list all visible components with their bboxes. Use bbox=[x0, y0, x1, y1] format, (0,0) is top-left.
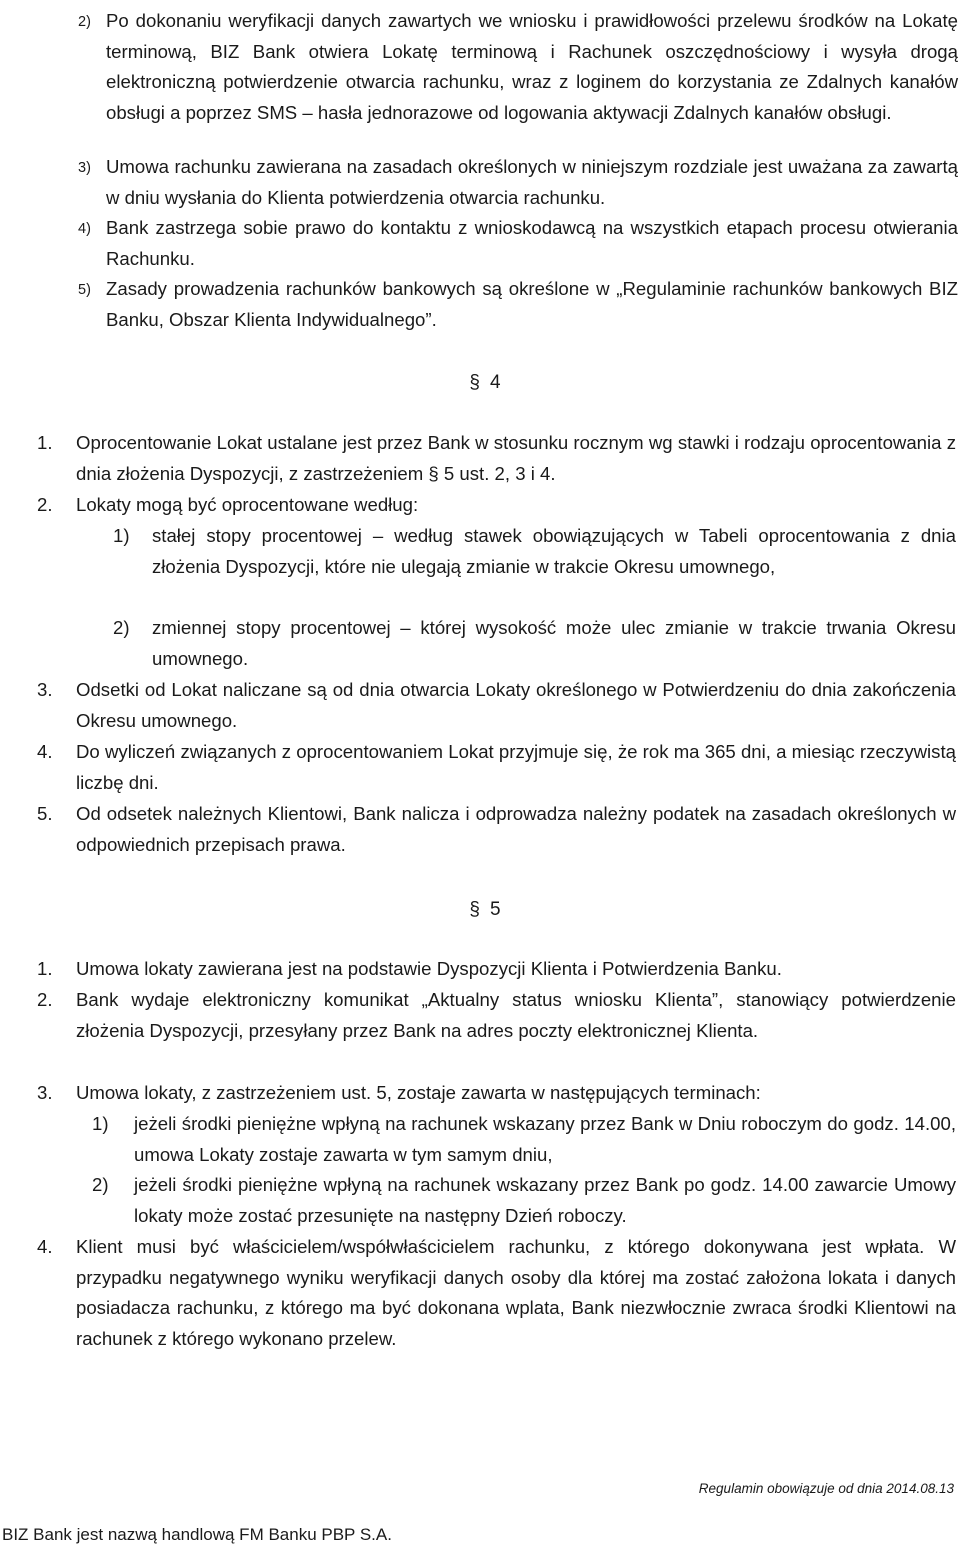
intro-item-5 bbox=[0, 274, 958, 335]
item-text: Umowa lokaty, z zastrzeżeniem ust. 5, zostaje zawarta w następujących terminach: bbox=[76, 1082, 761, 1103]
effective-date-note: Regulamin obowiązuje od dnia 2014.08.13 bbox=[698, 1481, 954, 1496]
section-4-item-4 bbox=[0, 737, 956, 798]
section-4-subitem-1 bbox=[0, 521, 956, 582]
item-number: 1. bbox=[37, 958, 53, 979]
item-text: zmiennej stopy procentowej – której wysokość może ulec zmianie w trakcie trwania Okresu umownego. bbox=[152, 617, 956, 669]
section-symbol: § bbox=[469, 899, 480, 920]
section-5-item-3 bbox=[0, 1078, 956, 1109]
item-text: Zasady prowadzenia rachunków bankowych są określone w „Regulaminie rachunków bankowych BIZ Banku, Obszar Klienta Indywidualnego”. bbox=[106, 278, 958, 330]
item-number: 5. bbox=[37, 803, 53, 824]
section-5-heading bbox=[455, 895, 515, 926]
item-text: Umowa lokaty zawierana jest na podstawie Dyspozycji Klienta i Potwierdzenia Banku. bbox=[76, 958, 782, 979]
item-number: 2) bbox=[92, 1174, 109, 1195]
item-number: 4. bbox=[37, 1236, 53, 1257]
item-number: 2. bbox=[37, 494, 53, 515]
item-text: Umowa rachunku zawierana na zasadach określonych w niniejszym rozdziale jest uważana za zawartą w dniu wysłania do Klienta potwierdzenia otwarcia rachunku. bbox=[106, 156, 958, 208]
item-number: 3) bbox=[78, 160, 91, 176]
item-number: 2) bbox=[78, 14, 91, 30]
item-text: Lokaty mogą być oprocentowane według: bbox=[76, 494, 419, 515]
section-4-heading bbox=[455, 368, 515, 399]
intro-item-2 bbox=[0, 6, 958, 128]
section-4-item-2 bbox=[0, 490, 956, 521]
item-number: 3. bbox=[37, 679, 53, 700]
item-number: 2. bbox=[37, 989, 53, 1010]
item-number: 1) bbox=[113, 525, 130, 546]
section-number: 5 bbox=[490, 899, 501, 920]
intro-item-4 bbox=[0, 213, 958, 274]
item-text: Klient musi być właścicielem/współwłaścicielem rachunku, z którego dokonywana jest wpłata. W przypadku negatywnego wyniku weryfikacji danych osoby dla której ma zostać założona lokata i danych posiadacza rachunku, z którego ma być dokonana wplata, Bank niezwłocznie zwraca środki Klientowi na rachunek z którego wykonano przelew. bbox=[76, 1236, 956, 1349]
section-5-item-1 bbox=[0, 954, 956, 985]
item-number: 3. bbox=[37, 1082, 53, 1103]
section-5-subitem-1 bbox=[0, 1109, 956, 1170]
item-text: Od odsetek należnych Klientowi, Bank nalicza i odprowadza należny podatek na zasadach określonych w odpowiednich przepisach prawa. bbox=[76, 803, 956, 855]
section-4-subitem-2 bbox=[0, 613, 956, 674]
item-number: 4) bbox=[78, 221, 91, 237]
section-4-item-3 bbox=[0, 675, 956, 736]
item-number: 2) bbox=[113, 617, 130, 638]
section-symbol: § bbox=[469, 372, 480, 393]
brand-footer: BIZ Bank jest nazwą handlową FM Banku PBP S.A. bbox=[2, 1525, 392, 1544]
item-text: jeżeli środki pieniężne wpłyną na rachunek wskazany przez Bank w Dniu roboczym do godz. 14.00, umowa Lokaty zostaje zawarta w tym samym dniu, bbox=[134, 1113, 956, 1165]
item-text: Bank zastrzega sobie prawo do kontaktu z wnioskodawcą na wszystkich etapach procesu otwierania Rachunku. bbox=[106, 217, 958, 269]
section-5-subitem-2 bbox=[0, 1170, 956, 1231]
item-number: 4. bbox=[37, 741, 53, 762]
item-text: stałej stopy procentowej – według stawek obowiązujących w Tabeli oprocentowania z dnia złożenia Dyspozycji, które nie ulegają zmianie w trakcie Okresu umownego, bbox=[152, 525, 956, 577]
item-text: Bank wydaje elektroniczny komunikat „Aktualny status wniosku Klienta”, stanowiący potwierdzenie złożenia Dyspozycji, przesyłany przez Bank na adres poczty elektronicznej Klienta. bbox=[76, 989, 956, 1041]
item-text: Po dokonaniu weryfikacji danych zawartych we wniosku i prawidłowości przelewu środków na Lokatę terminową, BIZ Bank otwiera Lokatę terminową i Rachunek oszczędnościowy i wysyła drogą elektroniczną potwierdzenie otwarcia rachunku, wraz z loginem do korzystania ze Zdalnych kanałów obsługi a poprzez SMS – hasła jednorazowe od logowania aktywacji Zdalnych kanałów obsługi. bbox=[106, 10, 958, 123]
section-4-item-1 bbox=[0, 428, 956, 489]
section-5-item-4 bbox=[0, 1232, 956, 1354]
section-5-item-2 bbox=[0, 985, 956, 1046]
section-4-item-5 bbox=[0, 799, 956, 860]
item-text: Odsetki od Lokat naliczane są od dnia otwarcia Lokaty określonego w Potwierdzeniu do dnia zakończenia Okresu umownego. bbox=[76, 679, 956, 731]
section-number: 4 bbox=[490, 372, 501, 393]
item-number: 1) bbox=[92, 1113, 109, 1134]
intro-item-3 bbox=[0, 152, 958, 213]
item-number: 5) bbox=[78, 282, 91, 298]
item-text: jeżeli środki pieniężne wpłyną na rachunek wskazany przez Bank po godz. 14.00 zawarcie Umowy lokaty może zostać przesunięte na następny Dzień roboczy. bbox=[134, 1174, 956, 1226]
item-text: Oprocentowanie Lokat ustalane jest przez Bank w stosunku rocznym wg stawki i rodzaju oprocentowania z dnia złożenia Dyspozycji, z zastrzeżeniem § 5 ust. 2, 3 i 4. bbox=[76, 432, 956, 484]
item-text: Do wyliczeń związanych z oprocentowaniem Lokat przyjmuje się, że rok ma 365 dni, a miesiąc rzeczywistą liczbę dni. bbox=[76, 741, 956, 793]
item-number: 1. bbox=[37, 432, 53, 453]
